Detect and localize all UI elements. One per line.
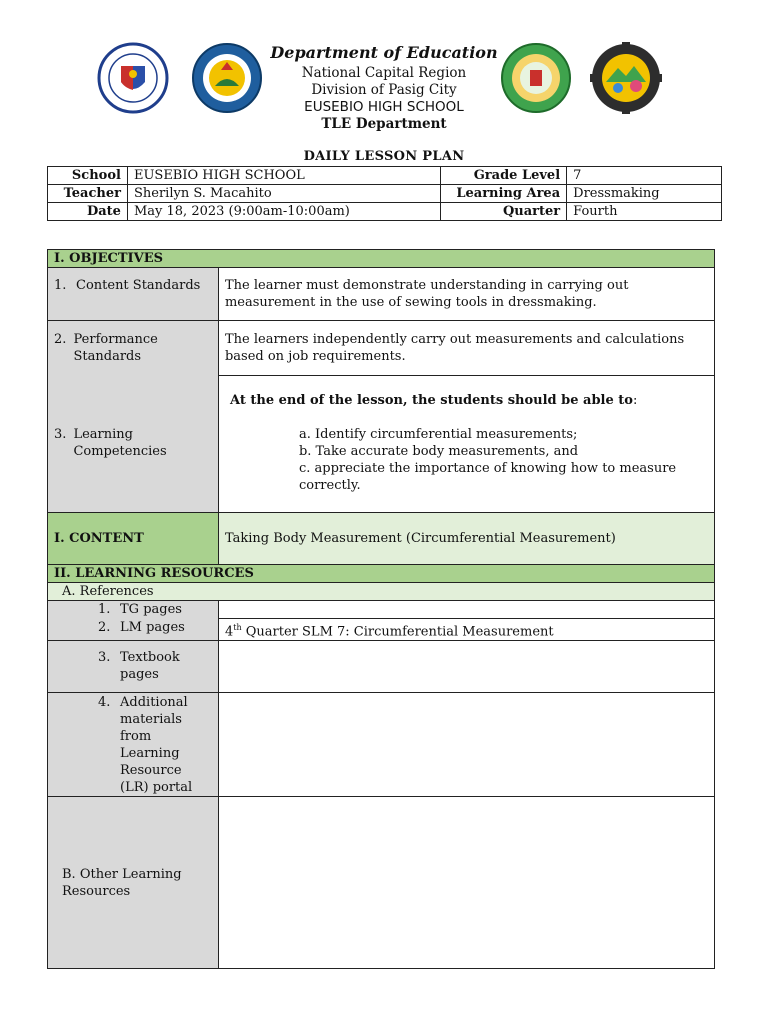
table-row [48,513,715,565]
table-row [48,203,722,221]
quarter-value: Fourth [567,203,722,221]
area-value: Dressmaking [567,185,722,203]
grade-value: 7 [567,167,722,185]
other-resources-label: B. Other Learning Resources [48,797,219,969]
learning-resources-heading: II. LEARNING RESOURCES [48,565,715,583]
list-item: c. appreciate the importance of knowing how to measure correctly. [298,461,677,493]
content-text: Taking Body Measurement (Circumferential Measurement) [218,513,714,565]
table-row [48,693,715,797]
area-label: Learning Area [441,185,567,203]
references-label: A. References [48,583,715,601]
info-table [47,166,722,221]
table-row [48,268,715,321]
quarter-label: Quarter [441,203,567,221]
table-row [48,583,715,601]
tg-pages-value [218,601,714,619]
school-value: EUSEBIO HIGH SCHOOL [127,167,440,185]
table-row [48,797,715,969]
learning-competencies-text: At the end of the lesson, the students should be able to: a. Identify circumferential measurements; b. Take accurate body measurements, and c. appreciate the importance of knowing how to measure correctly. [218,376,714,513]
content-heading: I. CONTENT [48,513,219,565]
teacher-value: Sherilyn S. Macahito [127,185,440,203]
table-row [48,619,715,641]
date-label: Date [48,203,128,221]
grade-label: Grade Level [441,167,567,185]
school-name: EUSEBIO HIGH SCHOOL [304,99,464,115]
table-row [48,601,715,619]
lm-pages-label: 2. LM pages [48,619,219,641]
objectives-heading: I. OBJECTIVES [48,250,715,268]
plan-title: DAILY LESSON PLAN [303,149,465,164]
division-name: Division of Pasig City [311,82,457,98]
additional-materials-value [218,693,714,797]
list-item: b. Take accurate body measurements, and [298,444,579,459]
competencies-intro: At the end of the lesson, the students should be able to [229,393,633,408]
region-name: National Capital Region [301,65,467,81]
tle-gear-seal-icon [590,42,662,114]
table-row [48,376,715,513]
table-row [48,167,722,185]
department-name: Department of Education [270,43,498,62]
other-resources-value [218,797,714,969]
office-name: TLE Department [321,116,447,132]
list-item: a. Identify circumferential measurements; [298,427,578,442]
content-standards-text: The learner must demonstrate understanding in carrying out measurement in the use of sewing tools in dressmaking. [218,268,714,321]
deped-seal-icon [97,42,169,114]
date-value: May 18, 2023 (9:00am-10:00am) [127,203,440,221]
teacher-label: Teacher [48,185,128,203]
textbook-pages-value [218,641,714,693]
lesson-plan-table [47,249,715,969]
letterhead [0,38,768,138]
table-row [48,185,722,203]
table-row [48,250,715,268]
table-row [48,641,715,693]
tg-pages-label: 1. TG pages [48,601,219,619]
textbook-pages-label: 3. Textbook pages [48,641,219,693]
performance-standards-text: The learners independently carry out measurements and calculations based on job requirements. [218,321,714,376]
school-label: School [48,167,128,185]
lm-pages-value: 4th Quarter SLM 7: Circumferential Measurement [218,619,714,641]
content-standards-label: 1. Content Standards [48,268,219,321]
performance-standards-label: 2. Performance Standards [48,321,219,376]
table-row [48,321,715,376]
learning-competencies-label: 3. Learning Competencies [48,376,219,513]
competencies-list [225,426,708,494]
additional-materials-label: 4. Additional materials from Learning Resource (LR) portal [48,693,219,797]
table-row [48,565,715,583]
